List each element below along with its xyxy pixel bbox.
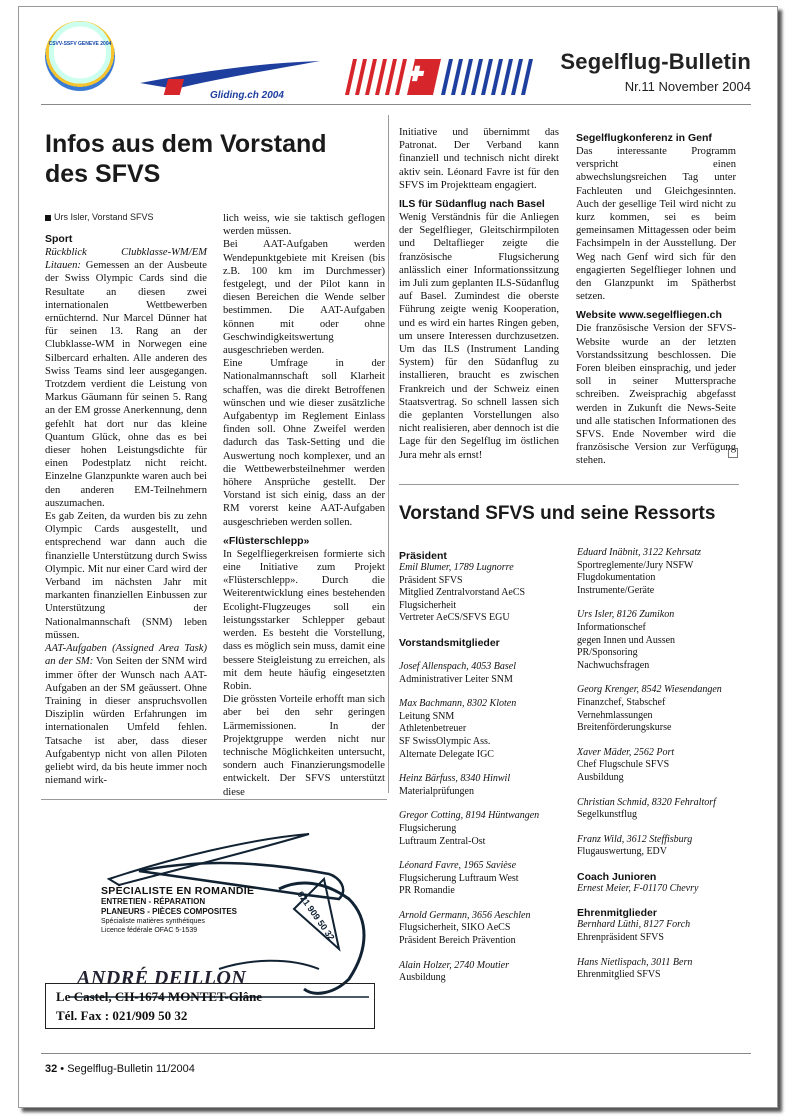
board-responsibility: PR Romandie (399, 885, 455, 897)
board-member-name: Xaver Mäder, 2562 Port (577, 746, 675, 758)
article-title: Infos aus dem Vorstand des SFVS (45, 130, 327, 188)
paragraph-text: Eine Umfrage in der Nationalmannschaft soll Klarheit schaffen, was die direkt Betroffenen wünschen und wie dieser zusätzliche Aufgabentyp im Reglement Einlass finden soll. Ohne Zweifel werden dadurch das Task-Setting und die Auswertung noch komplexer, und an die Wettbewerbsteilnehmer werden höhere Ansprüche gestellt. Der Vorstand ist sich einig, dass an der RM vorerst keine AAT-Aufgaben ausgeschrieben werden sollen. (223, 358, 385, 528)
board-entry (577, 609, 755, 672)
board-entry (577, 871, 755, 896)
board-responsibility: Administrativer Leiter SNM (399, 673, 513, 685)
board-responsibility: PR/Sponsoring (577, 647, 638, 659)
paragraph-text: lich weiss, wie sie taktisch geflogen werden müssen. (223, 213, 385, 238)
board-section-title: Vorstand SFVS und seine Ressorts (399, 503, 716, 524)
subheading: ILS für Südanflug nach Basel (399, 198, 545, 211)
ad-line-1: ENTRETIEN - RÉPARATION (101, 897, 206, 906)
board-responsibility: Breitenförderungskurse (577, 722, 672, 734)
paragraph-text: Die grössten Vorteile erhofft man sich aber bei den sehr geringen Lärmemissionen. In der Projektgruppe werden nicht nur technische Möglichkeiten untersucht, sondern auch Finanzierungsmodelle entwickelt. Der SFVS unterstützt diese (223, 694, 385, 798)
ad-line-3: Spécialiste matières synthétiques (101, 918, 205, 925)
board-entry (399, 960, 577, 985)
board-responsibility: Finanzchef, Stabschef (577, 696, 666, 708)
subheading: «Flüsterschlepp» (223, 534, 310, 547)
board-responsibility: Luftraum Zentral-Ost (399, 835, 486, 847)
board-responsibility: Ausbildung (399, 972, 446, 984)
board-entry (399, 550, 577, 625)
ad-line-2: PLANEURS - PIÈCES COMPOSITES (101, 907, 238, 916)
article-end-mark-icon (728, 445, 738, 458)
board-entry (577, 957, 755, 982)
paragraph-lead: AAT-Aufgaben (Assigned Area Task) an der SM: (45, 643, 207, 668)
publication-masthead (531, 49, 751, 94)
board-entry (577, 747, 755, 785)
board-responsibility: Sportreglemente/Jury NSFW (577, 559, 694, 571)
paragraph-text: Die französische Version der SFVS-Website wurde an der letzten Vorstandssitzung beschlossen. Die Foren bleiben einsprachig, und jeder soll in seiner Muttersprache schreiben. Zweisprachig abgefasst werden in Zukunft die News-Seite und alle statischen Informationen des SFVS. Ende November wird die französische Version zur Verfügung stehen. (576, 323, 736, 467)
board-responsibility: Chef Flugschule SFVS (577, 759, 670, 771)
paragraph-lead: Rückblick Clubklasse-WM/EM Litauen: (45, 247, 207, 272)
board-entry (399, 637, 577, 649)
board-role: Präsident (399, 550, 447, 562)
board-member-name: Léonard Favre, 1965 Savièse (399, 860, 517, 872)
board-member-name: Heinz Bärfuss, 8340 Hinwil (399, 773, 511, 785)
board-member-name: Bernhard Lüthi, 8127 Forch (577, 919, 691, 931)
ad-brand-logo: ANDRÉ DEILLON (77, 967, 247, 989)
bullet-square-icon (45, 215, 51, 221)
paragraph-text: Das interessante Programm verspricht einen abwechslungsreichen Tag unter Fachleuten und Gleichgesinnten. Auch der gesellige Teil wird nicht zu kurz kommen, sei es beim gemeinsamen Mittagessen oder beim Fachsimpeln in der Ausstellung. Der Weg nach Genf wird sich für den engagierten Segelflieger lohnen und den Glanzpunkt im Spätherbst setzen. (576, 146, 736, 303)
paragraph-text: Bei AAT-Aufgaben werden Wendepunktgebiete mit Kreisen (bis z.B. 100 km im Durchmesser) festgelegt, und der Pilot kann in diesen Bereichen die Wende selber bestimmen. Die AAT-Aufgaben können mit oder ohne Geschwindigkeitswertung ausgeschrieben werden. (223, 239, 385, 357)
board-member-name: Arnold Germann, 3656 Aeschlen (399, 909, 531, 921)
byline-text: Urs Isler, Vorstand SFVS (54, 212, 154, 222)
article-byline (45, 212, 154, 222)
ad-address: Le Castel, CH-1674 MONTET-Glâne (56, 989, 263, 1004)
board-responsibility: Ehrenpräsident SFVS (577, 932, 664, 944)
ad-phone: Tél. Fax : 021/909 50 32 (56, 1008, 188, 1023)
subheading: Website www.segelfliegen.ch (576, 309, 722, 322)
board-entry (399, 661, 577, 686)
paragraph (45, 642, 207, 787)
board-member-name: Ernest Meier, F-01170 Chevry (577, 882, 699, 894)
paragraph (223, 693, 385, 799)
page-header (19, 7, 777, 107)
board-responsibility: Flugsicherheit, SIKO AeCS (399, 922, 511, 934)
ad-headline: SPÉCIALISTE EN ROMANDIE (101, 885, 255, 897)
board-responsibility: Leitung SNM (399, 710, 455, 722)
board-responsibility: Informationschef (577, 621, 646, 633)
board-responsibility: Alternate Delegate IGC (399, 748, 494, 760)
board-member-name: Georg Krenger, 8542 Wiesendangen (577, 684, 722, 696)
board-responsibility: Mitglied Zentralvorstand AeCS (399, 587, 526, 599)
board-entry (399, 810, 577, 848)
board-responsibility: Flugauswertung, EDV (577, 846, 667, 858)
ad-line-4: Licence fédérale OFAC 5-1539 (101, 927, 198, 934)
page-number: 32 (45, 1063, 58, 1075)
board-responsibility: Segelkunstflug (577, 809, 637, 821)
board-entry (399, 860, 577, 898)
subheading: Segelflugkonferenz in Genf (576, 132, 712, 144)
paragraph (223, 212, 385, 238)
board-member-name: Max Bachmann, 8302 Kloten (399, 698, 517, 710)
board-responsibility: Flugsicherung Luftraum West (399, 872, 519, 884)
board-responsibility: Flugsicherheit (399, 599, 457, 611)
ad-divider (41, 799, 387, 800)
paragraph-text: In Segelfliegerkreisen formierte sich eine Initiative zum Projekt «Flüsterschlepp». Durch die Weiterentwicklung eines bestehenden Ecolight-Flugzeuges soll ein leistungsstarker Schlepper gebaut werden. Es besteht die Vorstellung, dass es möglich sein muss, damit eine bessere Steigleistung zu erreichen, als mit dem heute häufig eingesetzten Robin. (223, 548, 385, 692)
magazine-page (18, 6, 778, 1108)
board-role: Vorstandsmitglieder (399, 636, 500, 649)
paragraph (223, 238, 385, 357)
ad-services (101, 885, 254, 935)
board-member-name: Franz Wild, 3612 Steffisburg (577, 833, 693, 845)
footer-divider (41, 1053, 751, 1054)
page-footer (45, 1063, 195, 1075)
article-column-1 (45, 227, 207, 787)
board-responsibility: Athletenbetreuer (399, 723, 467, 735)
board-entry (399, 773, 577, 798)
board-role: Coach Junioren (577, 870, 657, 883)
board-entry (577, 547, 755, 597)
board-responsibility: Materialprüfungen (399, 785, 474, 797)
paragraph-text: Es gab Zeiten, da wurden bis zu zehn Olympic Cards ausgestellt, und entsprechend war dann auch die finanzielle Unterstützung durch Swiss Olympic. Mit nur einer Card wird der Verband im nächsten Jahr mit markanten finanziellen Einbussen zur Unterstützung der Nationalmannschaft (SNM) leben müssen. (45, 511, 207, 641)
board-role: Ehrenmitglieder (577, 907, 657, 920)
paragraph (223, 548, 385, 693)
paragraph (399, 126, 559, 192)
paragraph (45, 246, 207, 510)
article-column-4 (576, 126, 736, 468)
board-member-name: Hans Nietlispach, 3011 Bern (577, 956, 693, 968)
badge-text: CSVV-SSFV GENEVE 2004 (48, 41, 112, 47)
footer-text: • Segelflug-Bulletin 11/2004 (57, 1063, 195, 1075)
gliding-label: Gliding.ch 2004 (210, 90, 284, 101)
board-member-name: Emil Blumer, 1789 Lugnorre (399, 562, 514, 573)
ad-address-box (45, 983, 375, 1029)
board-members-left (399, 547, 577, 997)
issue-label: Nr.11 November 2004 (624, 79, 751, 94)
board-member-name: Josef Allenspach, 4053 Basel (399, 660, 517, 672)
board-responsibility: Ehrenmitglied SFVS (577, 969, 661, 981)
board-entry (399, 698, 577, 761)
board-entry (577, 834, 755, 859)
gliding-logo (135, 53, 325, 103)
paragraph (45, 510, 207, 642)
board-member-name: Eduard Inäbnit, 3122 Kehrsatz (577, 547, 702, 558)
article-column-3 (399, 126, 559, 462)
article-column-2 (223, 212, 385, 799)
paragraph (399, 211, 559, 462)
board-member-name: Urs Isler, 8126 Zumikon (577, 609, 675, 621)
board-responsibility: Vernehmlassungen (577, 709, 653, 721)
board-members-right (577, 547, 755, 994)
paragraph (576, 145, 736, 303)
board-responsibility: Flugdokumentation (577, 572, 656, 584)
board-entry (577, 797, 755, 822)
publication-title: Segelflug-Bulletin (560, 49, 751, 74)
board-member-name: Alain Holzer, 2740 Moutier (399, 959, 509, 971)
board-member-name: Gregor Cotting, 8194 Hüntwangen (399, 810, 540, 822)
paragraph (576, 322, 736, 467)
board-entry (577, 907, 755, 944)
paragraph-text: Wenig Verständnis für die Anliegen der Segelflieger, Gleitschirmpiloten und Deltaflieger zeigte die französische Flugsicherung anlässlich einer Informationssitzung im Juli zum geplanten ILS-Südanflug auf Basel. Zumindest die oberste Führung zeigte wenig Kooperation, und es wird ein hartes Ringen geben, um unsere Interessen durchzusetzen. Um das ILS (Instrument Landing System) für den Südanflug zu installieren, braucht es zwischen Frankreich und der Schweiz einen Staatsvertrag. So schnell lassen sich die geplanten Vorstellungen also nicht realisieren, aber dennoch ist die Lage für den Segelflug im östlichen Jura mehr als ernst! (399, 212, 559, 461)
csvv-badge-logo (45, 21, 115, 91)
board-responsibility: Präsident SFVS (399, 574, 463, 586)
board-responsibility: Vertreter AeCS/SFVS EGU (399, 612, 510, 624)
glider-phone-text: 021 909 50 32 (295, 889, 337, 943)
board-entry (577, 684, 755, 734)
board-member-name: Christian Schmid, 8320 Fehraltorf (577, 796, 716, 808)
paragraph-text: Von Seiten der SNM wird immer öfter der Wunsch nach AAT-Aufgaben an der SM geäussert. Ohne Training in dieser anspruchsvollen Disziplin würden Erfahrungen im internationalen Umfeld fehlen. Tatsache ist aber, dass dieser Aufgabentyp nicht von allen Piloten geliebt wird, da bis heute immer noch niemand wirk- (45, 656, 207, 787)
board-responsibility: Nachwuchsfragen (577, 659, 650, 671)
swiss-stripes-logo (345, 57, 535, 97)
board-responsibility: SF SwissOlympic Ass. (399, 735, 491, 747)
paragraph-text: Gemessen an der Ausbeute der Swiss Olympic Cards sind die Resultate an diesen zwei internationalen Wettbewerben ernüchternd. Nur Marcel Dünner hat für seinen 13. Rang an der Clubklasse-WM in Norwegen eine Silbercard erhalten. Alle anderen des Swiss Teams sind leer ausgegangen. Trotzdem verdient die Leistung von Markus Gäumann für seinen 5. Rang an der EM grosse Anerkennung, denn gefehlt hat dort nur das kleine Quantum Glück, ohne das es bei dieser hohen Leistungsdichte für einen Podestplatz nicht reicht. Einzelne Glanzpunkte waren auch bei den anderen EM-Teilnehmern auszumachen. (45, 260, 207, 509)
board-responsibility: Ausbildung (577, 771, 624, 783)
paragraph-text: Initiative und übernimmt das Patronat. Der Verband kann finanziell und technisch nicht direkt aktiv sein. Léonard Favre ist für den SFVS im Projektteam engagiert. (399, 127, 559, 191)
column-divider (388, 115, 389, 793)
board-responsibility: Flugsicherung (399, 822, 457, 834)
section-divider (399, 484, 739, 485)
board-responsibility: Instrumente/Geräte (577, 584, 655, 596)
paragraph (223, 357, 385, 529)
board-entry (399, 910, 577, 948)
header-divider (41, 104, 751, 105)
subheading: Sport (45, 233, 73, 245)
board-responsibility: gegen Innen und Aussen (577, 634, 676, 646)
board-responsibility: Präsident Bereich Prävention (399, 935, 516, 947)
